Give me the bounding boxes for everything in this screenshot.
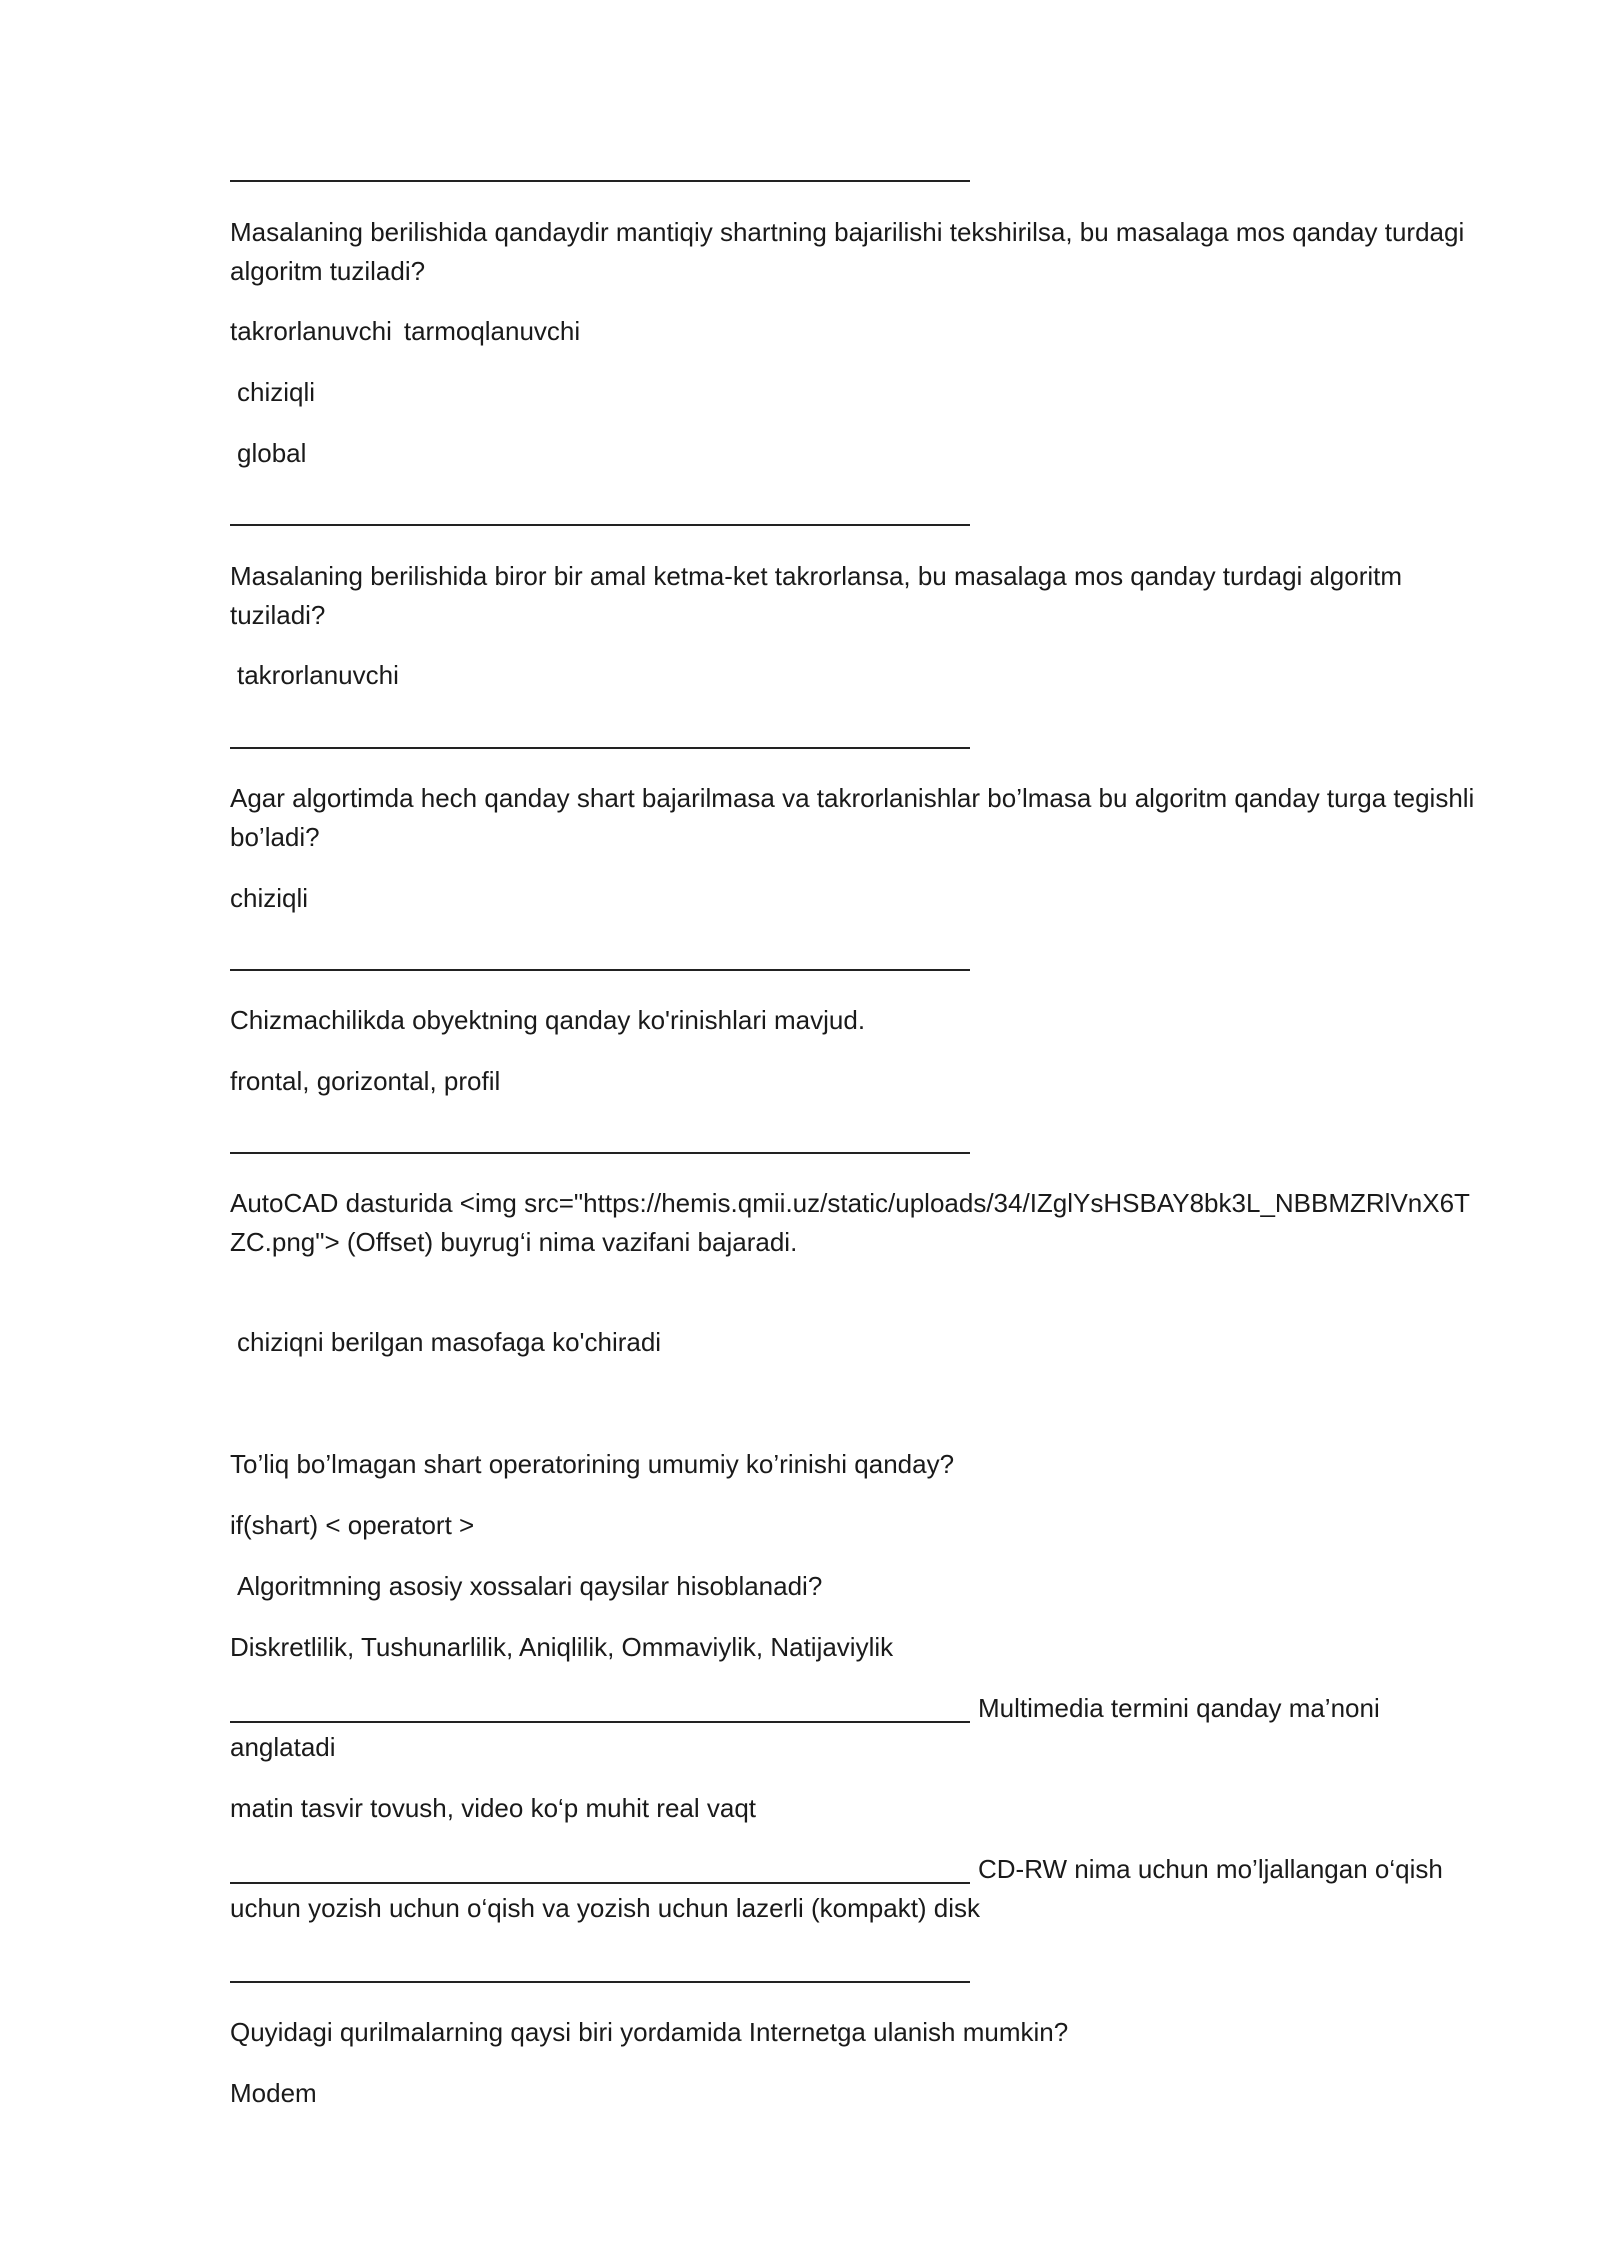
separator-line [230,969,970,971]
answer-options-line [230,312,1480,351]
answer-text: Diskretlilik, Tushunarlilik, Aniqlilik, Ommaviylik, Natijaviylik [230,1632,894,1662]
question-text: AutoCAD dasturida <img src="https://hemis.qmii.uz/static/uploads/34/IZglYsHSBAY8bk3L_NBBMZRlVnX6TZC.png"> (Offset) buyrug‘i nima vazifani bajaradi. [230,1188,1470,1257]
separator-line [230,1981,970,1983]
separator-line [230,1152,970,1154]
answer-text: if(shart) < operatort > [230,1510,475,1540]
question-text: Quyidagi qurilmalarning qaysi biri yordamida Internetga ulanish mumkin? [230,2017,1069,2047]
separator-line [230,524,970,526]
separator-line [230,180,970,182]
answer-option: global [237,438,307,468]
answer-text: frontal, gorizontal, profil [230,1066,501,1096]
separator-line [230,747,970,749]
answer-option: tarmoqlanuvchi [403,316,581,346]
question-text: To’liq bo’lmagan shart operatorining umumiy ko’rinishi qanday? [230,1449,955,1479]
question-text: Algoritmning asosiy xossalari qaysilar hisoblanadi? [237,1571,823,1601]
question-text: Masalaning berilishida biror bir amal ketma-ket takrorlansa, bu masalaga mos qanday turdagi algoritm tuziladi? [230,561,1403,630]
question-text: Multimedia termini qanday ma’noni anglatadi [230,1693,1380,1762]
question-text: CD-RW nima uchun mo’ljallangan o‘qish uchun yozish uchun o‘qish va yozish uchun lazerli (kompakt) disk [230,1854,1443,1923]
question-text: Agar algortimda hech qanday shart bajarilmasa va takrorlanishlar bo’lmasa bu algoritm qanday turga tegishli bo’ladi? [230,783,1475,852]
answer-text: Modem [230,2078,317,2108]
question-text: Masalaning berilishida qandaydir mantiqiy shartning bajarilishi tekshirilsa, bu masalaga mos qanday turdagi algoritm tuziladi? [230,217,1465,286]
answer-text: chiziqli [230,883,309,913]
answer-text: matin tasvir tovush, video ko‘p muhit real vaqt [230,1793,757,1823]
answer-option: chiziqli [237,377,316,407]
answer-option: takrorlanuvchi [230,316,392,346]
question-text: Chizmachilikda obyektning qanday ko'rinishlari mavjud. [230,1005,866,1035]
answer-text: chiziqni berilgan masofaga ko'chiradi [237,1327,662,1357]
answer-text: takrorlanuvchi [237,660,399,690]
